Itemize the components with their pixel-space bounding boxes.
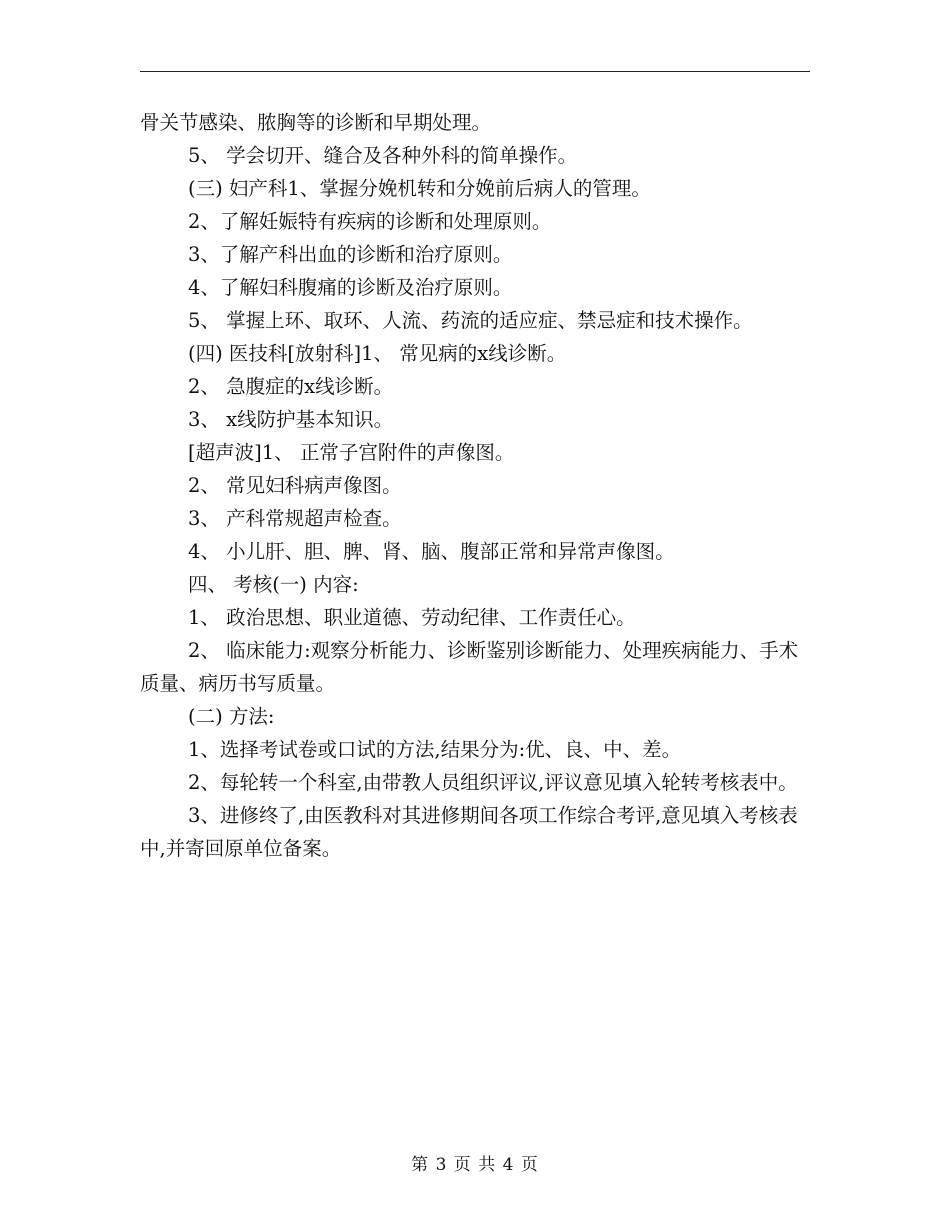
paragraph: 3、 x线防护基本知识。 xyxy=(188,408,394,431)
paragraph: 3、了解产科出血的诊断和治疗原则。 xyxy=(188,243,513,266)
paragraph: 2、每轮转一个科室,由带教人员组织评议,评议意见填入轮转考核表中。 xyxy=(188,771,798,794)
paragraph: 四、 考核(一) 内容: xyxy=(188,573,359,596)
paragraph: 1、选择考试卷或口试的方法,结果分为:优、良、中、差。 xyxy=(188,738,682,761)
paragraph: 5、 掌握上环、取环、人流、药流的适应症、禁忌症和技术操作。 xyxy=(188,309,753,332)
paragraph: 4、 小儿肝、胆、脾、肾、脑、腹部正常和异常声像图。 xyxy=(188,540,675,563)
paragraph: 2、 临床能力:观察分析能力、诊断鉴别诊断能力、处理疾病能力、手术质量、病历书写质量。 xyxy=(140,639,799,695)
paragraph: 2、了解妊娠特有疾病的诊断和处理原则。 xyxy=(188,210,552,233)
paragraph: (四) 医技科[放射科]1、 常见病的x线诊断。 xyxy=(188,342,567,365)
header-rule xyxy=(140,71,810,72)
paragraph: 2、 常见妇科病声像图。 xyxy=(188,474,402,497)
paragraph: 1、 政治思想、职业道德、劳动纪律、工作责任心。 xyxy=(188,606,636,629)
paragraph: (二) 方法: xyxy=(188,705,275,728)
paragraph: (三) 妇产科1、掌握分娩机转和分娩前后病人的管理。 xyxy=(188,177,651,200)
page-footer: 第 3 页 共 4 页 xyxy=(411,1155,539,1175)
document-body xyxy=(140,106,810,865)
paragraph: 4、了解妇科腹痛的诊断及治疗原则。 xyxy=(188,276,513,299)
paragraph: [超声波]1、 正常子宫附件的声像图。 xyxy=(188,441,515,464)
paragraph: 3、 产科常规超声检查。 xyxy=(188,507,402,530)
paragraph: 骨关节感染、脓胸等的诊断和早期处理。 xyxy=(140,111,492,134)
paragraph: 2、 急腹症的x线诊断。 xyxy=(188,375,394,398)
paragraph: 5、 学会切开、缝合及各种外科的简单操作。 xyxy=(188,144,578,167)
paragraph: 3、进修终了,由医教科对其进修期间各项工作综合考评,意见填入考核表中,并寄回原单位备案。 xyxy=(140,804,798,860)
